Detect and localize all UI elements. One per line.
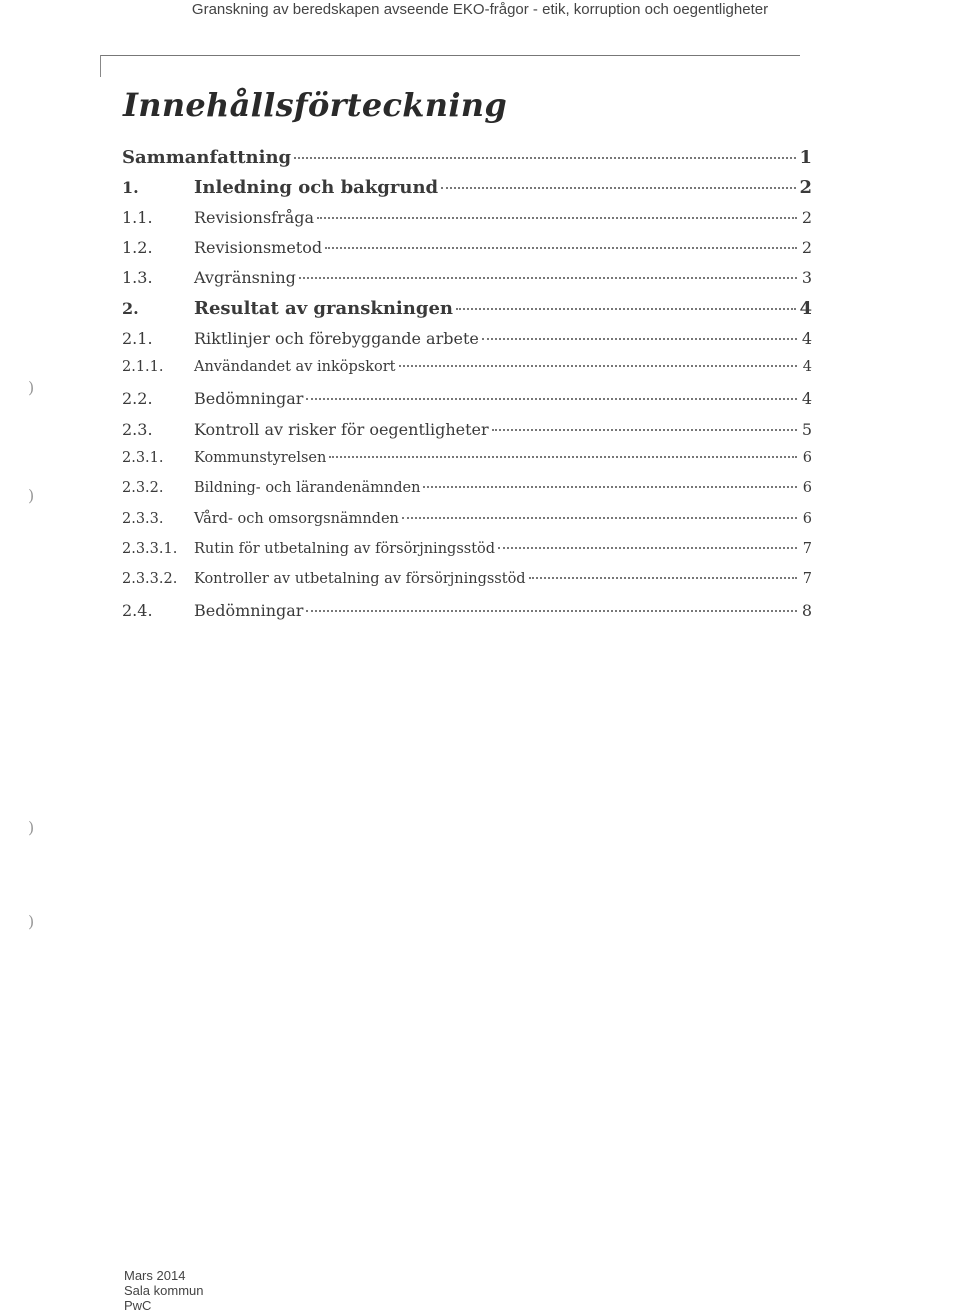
toc-entry-page: 6: [802, 480, 812, 497]
toc-entry-title: Bedömningar: [194, 601, 304, 621]
toc-entry-page: 1: [799, 147, 812, 168]
toc-entry-number: 2.3.: [122, 419, 153, 439]
toc-entry[interactable]: [122, 450, 812, 480]
page-footer: [124, 1268, 203, 1313]
toc-entry-page: 7: [802, 540, 812, 557]
toc-entry[interactable]: [122, 298, 812, 328]
running-header-text: Granskning av beredskapen avseende EKO-frågor - etik, korruption och oegentligheter: [191, 1, 769, 18]
footer-company: PwC: [124, 1298, 152, 1313]
toc-entry-title: Användandet av inköpskort: [194, 359, 396, 376]
toc-entry-title: Bedömningar: [194, 389, 304, 409]
header-rule: [100, 55, 800, 56]
running-header: [0, 0, 960, 20]
toc-dot-leader: [482, 338, 797, 340]
toc-entry-number: 2.: [122, 299, 139, 319]
toc-entry-number: 1.: [122, 178, 139, 198]
toc-dot-leader: [492, 429, 797, 431]
toc-dot-leader: [456, 308, 796, 310]
toc-entry-title: Kommunstyrelsen: [194, 449, 327, 466]
toc-entry[interactable]: [122, 571, 812, 601]
toc-entry-number: 2.2.: [122, 389, 153, 409]
toc-entry-page: 4: [801, 389, 812, 409]
toc-entry[interactable]: [122, 268, 812, 298]
toc-entry-title: Revisionsfråga: [194, 207, 315, 227]
toc-dot-leader: [329, 456, 797, 458]
toc-entry[interactable]: [122, 420, 812, 450]
toc-dot-leader: [423, 486, 797, 488]
toc-entry[interactable]: [122, 177, 812, 207]
toc-entry[interactable]: [122, 601, 812, 631]
toc-dot-leader: [294, 157, 796, 159]
toc-entry-number: 2.1.: [122, 328, 153, 348]
toc-entry-number: 2.3.2.: [122, 480, 164, 497]
toc-entry-page: 2: [801, 207, 812, 227]
toc-entry-page: 3: [801, 268, 812, 288]
toc-dot-leader: [306, 610, 797, 612]
toc-entry-page: 6: [802, 510, 812, 527]
toc-entry-number: 2.3.3.1.: [122, 540, 178, 557]
toc-title: Innehållsförteckning: [123, 86, 508, 124]
toc-entry-page: 4: [799, 298, 812, 320]
toc-dot-leader: [325, 247, 797, 249]
toc-entry-page: 8: [801, 601, 812, 621]
toc-entry-title: Inledning och bakgrund: [194, 177, 439, 199]
toc-entry-title: Sammanfattning: [122, 147, 292, 168]
margin-mark: ): [28, 378, 35, 397]
toc-entry-number: 1.2.: [122, 237, 153, 257]
toc-entry-page: 7: [802, 571, 812, 588]
toc-dot-leader: [402, 517, 797, 519]
toc-entry-page: 2: [801, 237, 812, 257]
toc-entry[interactable]: [122, 238, 812, 268]
toc-dot-leader: [441, 187, 796, 189]
toc-entry-title: Bildning- och lärandenämnden: [194, 480, 421, 497]
toc-entry[interactable]: [122, 389, 812, 419]
margin-mark: ): [28, 486, 35, 505]
footer-organization: Sala kommun: [124, 1283, 204, 1298]
toc-entry-number: 1.1.: [122, 207, 153, 227]
footer-date: Mars 2014: [124, 1268, 186, 1283]
toc-entry-title: Kontroll av risker för oegentligheter: [194, 419, 489, 439]
header-rule-tick: [100, 55, 101, 77]
toc-entry-title: Riktlinjer och förebyggande arbete: [194, 328, 479, 348]
toc-dot-leader: [299, 277, 797, 279]
toc-entry-page: 5: [801, 419, 812, 439]
toc-entry-number: 2.1.1.: [122, 359, 164, 376]
toc-entry-title: Resultat av granskningen: [194, 298, 453, 320]
toc-entry-title: Avgränsning: [194, 268, 296, 288]
toc-entry-title: Kontroller av utbetalning av försörjningsstöd: [194, 571, 526, 588]
toc-entry-title: Rutin för utbetalning av försörjningsstöd: [194, 540, 496, 557]
toc-entry[interactable]: [122, 329, 812, 359]
toc-list: [122, 147, 812, 632]
toc-dot-leader: [498, 547, 797, 549]
toc-entry-page: 4: [802, 359, 812, 376]
toc-entry-page: 4: [801, 328, 812, 348]
toc-entry-number: 2.3.3.: [122, 510, 164, 527]
toc-entry-page: 6: [802, 449, 812, 466]
toc-entry[interactable]: [122, 147, 812, 177]
toc-entry-number: 2.3.1.: [122, 449, 164, 466]
toc-entry-title: Revisionsmetod: [194, 237, 323, 257]
toc-entry[interactable]: [122, 359, 812, 389]
toc-entry[interactable]: [122, 480, 812, 510]
toc-dot-leader: [399, 365, 798, 367]
toc-entry[interactable]: [122, 511, 812, 541]
toc-entry-page: 2: [799, 177, 812, 199]
toc-entry-number: 1.3.: [122, 268, 153, 288]
toc-entry[interactable]: [122, 208, 812, 238]
margin-mark: ): [28, 818, 35, 837]
toc-dot-leader: [306, 398, 797, 400]
toc-entry-number: 2.3.3.2.: [122, 571, 178, 588]
margin-mark: ): [28, 912, 35, 931]
toc-entry-title: Vård- och omsorgsnämnden: [194, 510, 399, 527]
toc-dot-leader: [317, 217, 797, 219]
toc-entry[interactable]: [122, 541, 812, 571]
toc-dot-leader: [529, 577, 797, 579]
toc-entry-number: 2.4.: [122, 601, 153, 621]
